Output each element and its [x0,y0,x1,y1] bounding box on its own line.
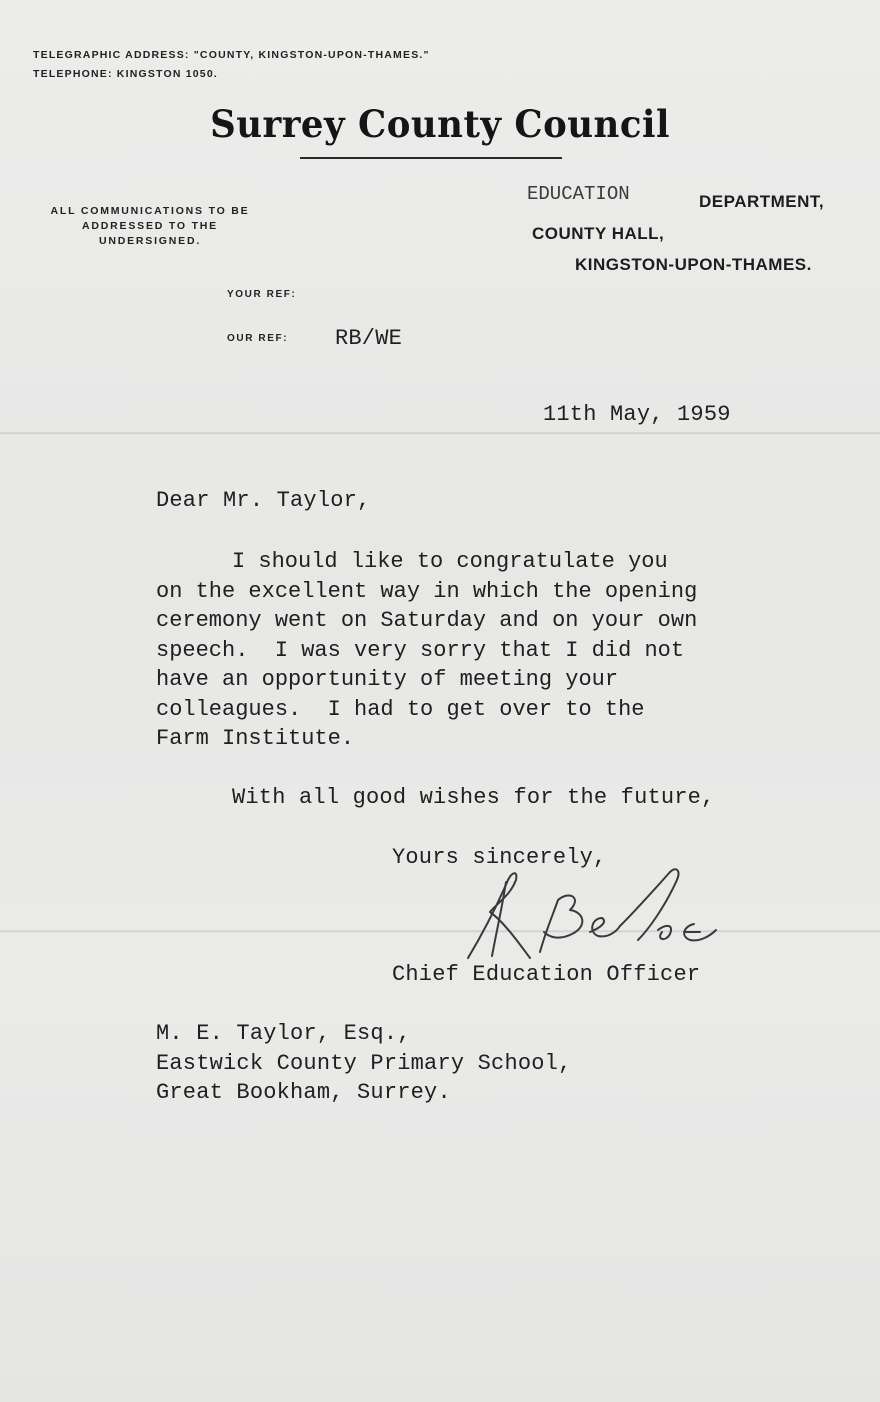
address-line-2: KINGSTON-UPON-THAMES. [575,255,812,274]
telegraphic-address: TELEGRAPHIC ADDRESS: "COUNTY, KINGSTON-UPON-THAMES." [33,49,430,61]
your-ref-label: YOUR REF: [227,289,297,300]
council-title: Surrey County Council [210,102,670,146]
closing-wishes: With all good wishes for the future, [232,785,715,810]
communications-line-1: ALL COMMUNICATIONS TO BE [50,205,250,217]
telephone-number: TELEPHONE: KINGSTON 1050. [33,68,219,80]
our-ref-label: OUR REF: [227,333,289,344]
communications-line-2: ADDRESSED TO THE [82,220,218,232]
title-underline [300,157,562,159]
communications-notice [20,204,280,249]
body-line-5: have an opportunity of meeting your [156,667,619,692]
body-line-6: colleagues. I had to get over to the [156,697,645,722]
fold-crease-upper [0,432,880,435]
fold-crease-lower [0,930,880,933]
body-line-3: ceremony went on Saturday and on your own [156,608,698,633]
signatory-title: Chief Education Officer [392,962,701,987]
body-line-2: on the excellent way in which the opening [156,579,698,604]
department-stamp: EDUCATION [527,183,630,205]
letter-date: 11th May, 1959 [543,402,731,427]
communications-line-3: UNDERSIGNED. [98,235,202,247]
body-line-4: speech. I was very sorry that I did not [156,638,685,663]
our-ref-value: RB/WE [335,326,403,351]
recipient-name: M. E. Taylor, Esq., [156,1021,411,1046]
salutation: Dear Mr. Taylor, [156,488,371,513]
body-line-1: I should like to congratulate you [232,549,668,574]
body-line-7: Farm Institute. [156,726,355,751]
department-label: DEPARTMENT, [699,192,825,211]
yours-sincerely: Yours sincerely, [392,845,607,870]
recipient-school: Eastwick County Primary School, [156,1051,572,1076]
address-line-1: COUNTY HALL, [532,224,665,243]
recipient-location: Great Bookham, Surrey. [156,1080,451,1105]
signature [458,860,738,970]
